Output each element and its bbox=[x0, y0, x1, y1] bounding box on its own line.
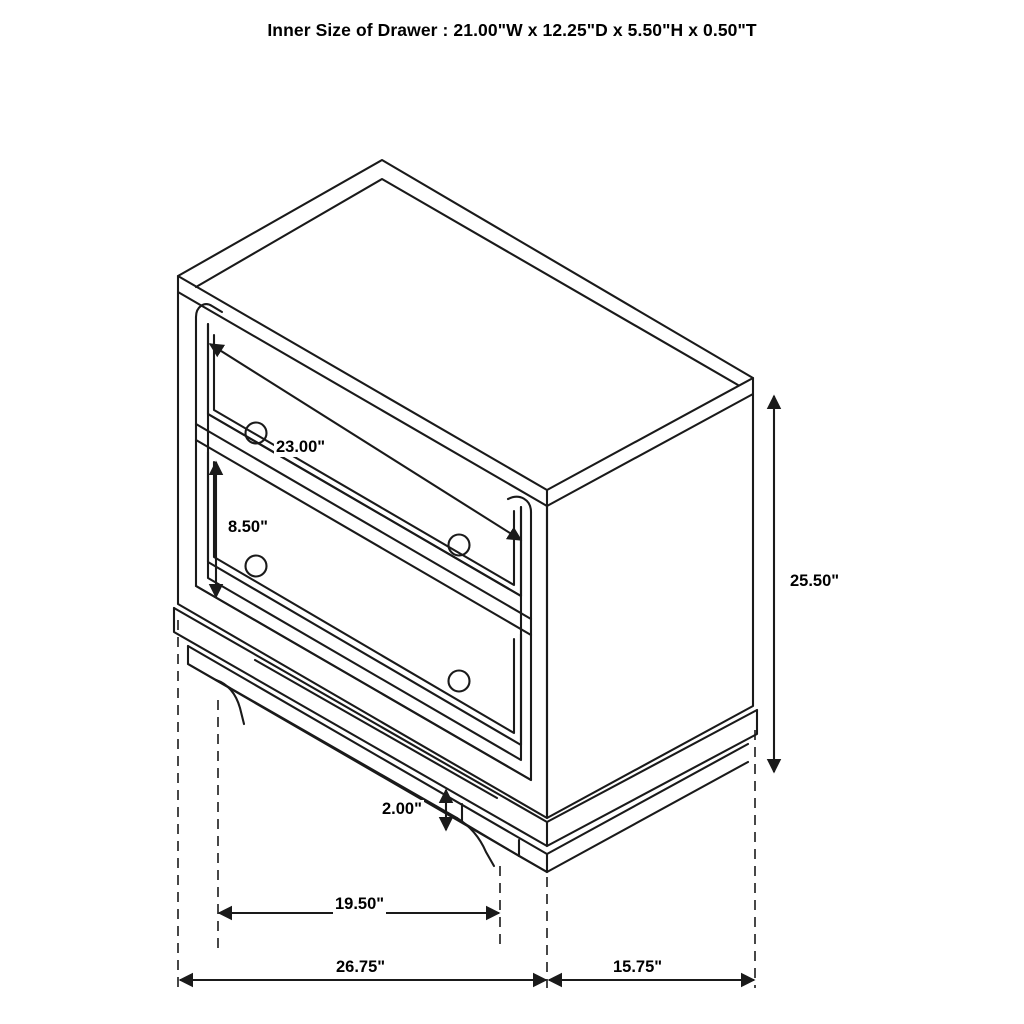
dim-label-top-drawer-width: 23.00" bbox=[276, 438, 326, 456]
knob-bottom-drawer-right bbox=[449, 671, 470, 692]
top-panel-right-edge bbox=[547, 378, 753, 506]
dim-label-overall-width: 26.75" bbox=[336, 958, 386, 976]
side-face-outline bbox=[547, 394, 753, 818]
base-molding-side bbox=[547, 710, 757, 846]
foot-curve-left bbox=[216, 680, 244, 724]
foot-curve-right bbox=[457, 818, 494, 866]
top-panel-front-edge bbox=[178, 276, 547, 506]
drawer-gap-upper-line bbox=[196, 440, 531, 635]
frame-corner-top-right bbox=[508, 497, 531, 512]
dim-label-apron-height: 2.00" bbox=[382, 800, 422, 818]
dim-label-foot-span: 19.50" bbox=[335, 895, 385, 913]
front-frame-inner-2 bbox=[208, 324, 521, 760]
foot-right-block bbox=[519, 856, 547, 872]
dim-label-overall-height: 25.50" bbox=[790, 572, 840, 590]
dim-label-overall-depth: 15.75" bbox=[613, 958, 663, 976]
bottom-drawer-face bbox=[208, 452, 521, 745]
cabinet-body bbox=[174, 160, 757, 872]
apron-lower-rail-2 bbox=[255, 660, 497, 798]
drawer-lower-line bbox=[196, 586, 531, 780]
base-molding-top-edge bbox=[174, 608, 757, 822]
knob-bottom-drawer-left bbox=[246, 556, 267, 577]
apron-side bbox=[547, 762, 748, 872]
bottom-drawer-reveal bbox=[214, 462, 514, 733]
dim-label-drawer-face-height: 8.50" bbox=[228, 518, 268, 536]
page-title: Inner Size of Drawer : 21.00"W x 12.25"D x 5.50"H x 0.50"T bbox=[267, 20, 757, 40]
knob-top-drawer-left bbox=[246, 423, 267, 444]
